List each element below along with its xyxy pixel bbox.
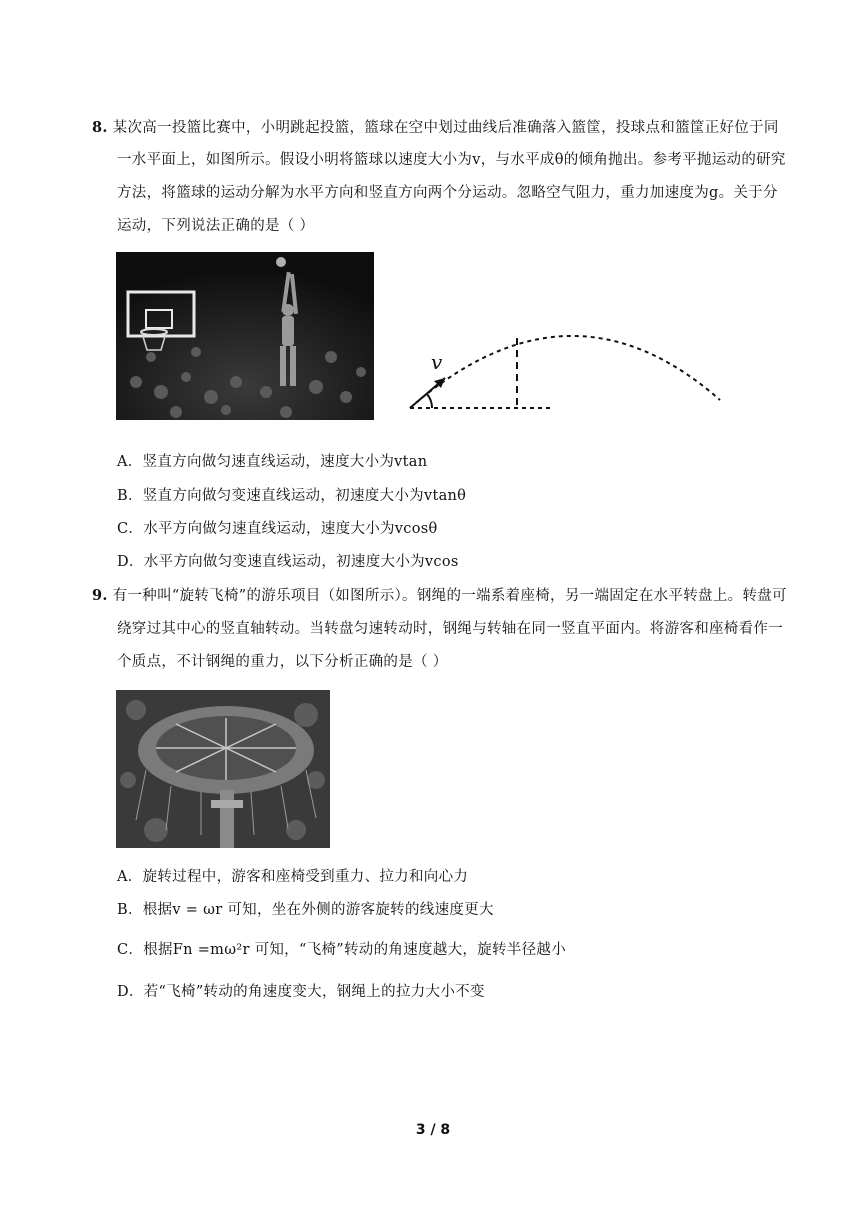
page-number: 3 / 8 (415, 1122, 451, 1138)
q9-number: 9. (92, 587, 108, 604)
q8-stem-text-1: 某次高一投篮比赛中，小明跳起投篮，篮球在空中划过曲线后准确落入篮筐，投球点和篮筐正好位于同 (112, 120, 779, 136)
q9-option-b: B．根据v = ωr 可知，坐在外侧的游客旋转的线速度更大 (117, 902, 494, 918)
q8-option-a: A．竖直方向做匀速直线运动，速度大小为vtan (117, 454, 428, 470)
trajectory-diagram (400, 308, 730, 418)
q8-stem-line-4: 运动，下列说法正确的是（ ） (117, 218, 315, 234)
q8-stem-line-2: 一水平面上，如图所示。假设小明将篮球以速度大小为v，与水平成θ的倾角抛出。参考平抛运动的研究 (117, 152, 786, 168)
velocity-label: v (431, 350, 443, 374)
q8-option-c: C．水平方向做匀速直线运动，速度大小为vcosθ (117, 521, 438, 537)
q9-stem-text-1: 有一种叫“旋转飞椅”的游乐项目（如图所示）。钢绳的一端系着座椅，另一端固定在水平转盘上。转盘可 (112, 588, 787, 604)
q8-stem-line-3: 方法，将篮球的运动分解为水平方向和竖直方向两个分运动。忽略空气阻力，重力加速度为g。关于分 (117, 185, 778, 201)
q8-option-d: D．水平方向做匀变速直线运动，初速度大小为vcos (117, 554, 459, 570)
basketball-photo (116, 252, 374, 420)
q9-option-c: C．根据Fn =mω²r 可知，“飞椅”转动的角速度越大，旋转半径越小 (117, 942, 567, 958)
q8-option-b: B．竖直方向做匀变速直线运动，初速度大小为vtanθ (117, 488, 467, 504)
q9-option-d: D．若“飞椅”转动的角速度变大，钢绳上的拉力大小不变 (117, 984, 485, 1000)
q9-stem-line-1 (92, 586, 787, 606)
swing-ride-photo (116, 690, 330, 848)
q9-option-a: A．旋转过程中，游客和座椅受到重力、拉力和向心力 (117, 869, 469, 885)
q9-stem-line-3: 个质点，不计钢绳的重力，以下分析正确的是（ ） (117, 654, 448, 670)
q8-stem-line-1 (92, 118, 779, 138)
q9-stem-line-2: 绕穿过其中心的竖直轴转动。当转盘匀速转动时，钢绳与转轴在同一竖直平面内。将游客和座椅看作一 (117, 621, 783, 637)
q8-number: 8. (92, 119, 108, 136)
